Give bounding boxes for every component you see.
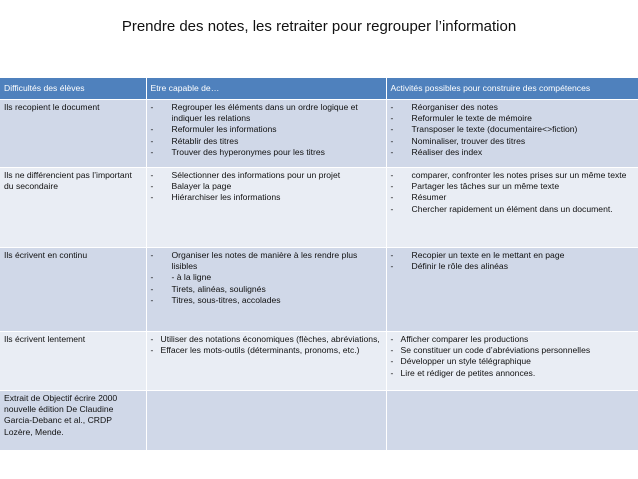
list-item: - Utiliser des notations économiques (flèches, abréviations, (151, 334, 382, 345)
list-item: - Sélectionner des informations pour un projet (151, 170, 382, 181)
list-item: - Reformuler les informations (151, 124, 382, 135)
list-item: - Regrouper les éléments dans un ordre logique et indiquer les relations (151, 102, 382, 125)
difficulty-cell: Ils écrivent en continu (0, 247, 146, 331)
difficulty-cell: Ils recopient le document (0, 99, 146, 167)
activities-cell (386, 331, 638, 390)
capable-cell (146, 167, 386, 247)
list-item: - Partager les tâches sur un même texte (391, 181, 634, 192)
header-difficulties: Difficultés des élèves (0, 78, 146, 99)
list-item: - Hiérarchiser les informations (151, 192, 382, 203)
list-item: - Résumer (391, 192, 634, 203)
capable-list (151, 170, 382, 204)
list-item: - Réaliser des index (391, 147, 634, 158)
table-row (0, 167, 638, 247)
table-header-row (0, 78, 638, 99)
capable-list (151, 102, 382, 159)
capable-list (151, 250, 382, 307)
list-item: - Balayer la page (151, 181, 382, 192)
header-capable: Etre capable de… (146, 78, 386, 99)
source-citation-cell: Extrait de Objectif écrire 2000 nouvelle édition De Claudine Garcia-Debanc et al., CRDP Lozère, Mende. (0, 390, 146, 450)
capable-cell (146, 390, 386, 450)
table-row (0, 99, 638, 167)
list-item: - Afficher comparer les productions (391, 334, 634, 345)
activities-cell (386, 247, 638, 331)
list-item: - Se constituer un code d’abréviations personnelles (391, 345, 634, 356)
header-activities: Activités possibles pour construire des compétences (386, 78, 638, 99)
list-item: - Chercher rapidement un élément dans un document. (391, 204, 634, 215)
activities-cell (386, 390, 638, 450)
table-row (0, 247, 638, 331)
activities-cell (386, 99, 638, 167)
list-item: - Réorganiser des notes (391, 102, 634, 113)
list-item: - Organiser les notes de manière à les rendre plus lisibles (151, 250, 382, 273)
table-row (0, 331, 638, 390)
list-item: - Titres, sous-titres, accolades (151, 295, 382, 306)
difficulty-cell: Ils ne différencient pas l’important du secondaire (0, 167, 146, 247)
capable-cell (146, 247, 386, 331)
list-item: - Effacer les mots-outils (déterminants, pronoms, etc.) (151, 345, 382, 356)
table-row (0, 390, 638, 450)
list-item: - Recopier un texte en le mettant en page (391, 250, 634, 261)
list-item: - comparer, confronter les notes prises sur un même texte (391, 170, 634, 181)
list-item: - Reformuler le texte de mémoire (391, 113, 634, 124)
activities-list (391, 102, 634, 159)
list-item: - - à la ligne (151, 272, 382, 283)
list-item: - Transposer le texte (documentaire<>fiction) (391, 124, 634, 135)
page-title: Prendre des notes, les retraiter pour regrouper l’information (121, 18, 517, 35)
activities-list (391, 334, 634, 380)
list-item: - Tirets, alinéas, soulignés (151, 284, 382, 295)
list-item: - Lire et rédiger de petites annonces. (391, 368, 634, 379)
list-item: - Développer un style télégraphique (391, 356, 634, 367)
list-item: - Trouver des hyperonymes pour les titres (151, 147, 382, 158)
activities-cell (386, 167, 638, 247)
competence-table (0, 78, 638, 450)
activities-list (391, 170, 634, 216)
list-item: - Définir le rôle des alinéas (391, 261, 634, 272)
difficulty-cell: Ils écrivent lentement (0, 331, 146, 390)
capable-list (151, 334, 382, 357)
list-item: - Nominaliser, trouver des titres (391, 136, 634, 147)
activities-list (391, 250, 634, 273)
list-item: - Rétablir des titres (151, 136, 382, 147)
capable-cell (146, 99, 386, 167)
capable-cell (146, 331, 386, 390)
